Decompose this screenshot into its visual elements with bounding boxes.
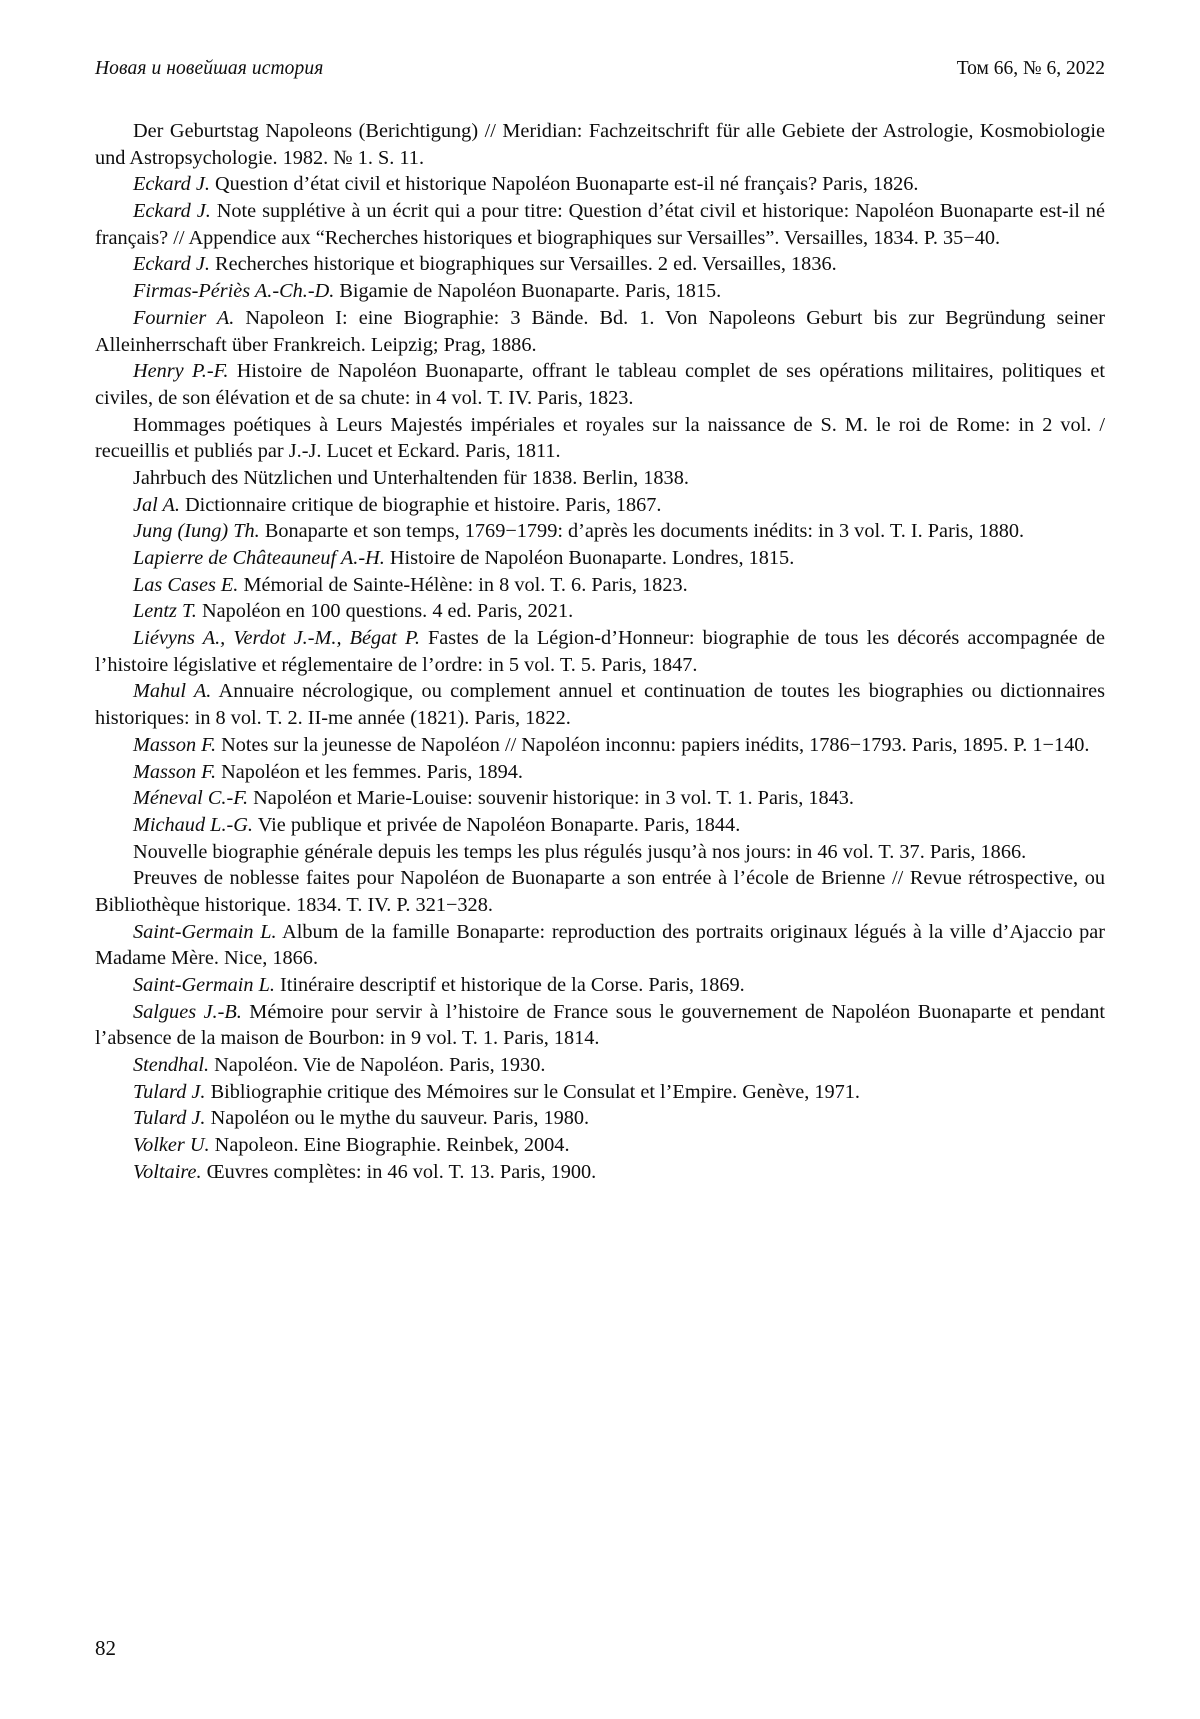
entry-author: Jung (Iung) Th. <box>133 520 260 543</box>
entry-author: Tulard J. <box>133 1080 206 1103</box>
bibliography-entry <box>95 518 1105 545</box>
bibliography-entry <box>95 492 1105 519</box>
bibliography-entry <box>95 171 1105 198</box>
running-head <box>95 58 1105 80</box>
entry-author: Liévyns A., Verdot J.-M., Bégat P. <box>133 627 420 650</box>
entry-text: Napoléon et Marie-Louise: souvenir historique: in 3 vol. T. 1. Paris, 1843. <box>248 787 854 810</box>
bibliography-entry <box>95 1105 1105 1132</box>
entry-text: Napoléon ou le mythe du sauveur. Paris, 1980. <box>205 1107 590 1130</box>
entry-author: Mahul A. <box>133 680 212 703</box>
bibliography-entry <box>95 572 1105 599</box>
bibliography-entry <box>95 865 1105 918</box>
entry-text: Preuves de noblesse faites pour Napoléon de Buonaparte a son entrée à l’école de Brienne // Revue rétrospective, ou Bibliothèque historique. 1834. T. IV. P. 321−328. <box>95 867 1105 916</box>
entry-author: Saint-Germain L. <box>133 920 277 943</box>
entry-author: Firmas-Périès A.-Ch.-D. <box>133 280 335 303</box>
bibliography-entry <box>95 732 1105 759</box>
entry-text: Annuaire nécrologique, ou complement annuel et continuation de toutes les biographies ou dictionnaires historiques: in 8 vol. T. 2. II-me année (1821). Paris, 1822. <box>95 680 1105 730</box>
entry-author: Eckard J. <box>133 173 210 196</box>
bibliography-entry <box>95 358 1105 411</box>
bibliography-entry <box>95 1159 1105 1186</box>
entry-text: Recherches historique et biographiques sur Versailles. 2 ed. Versailles, 1836. <box>209 253 837 276</box>
entry-text: Jahrbuch des Nützlichen und Unterhaltenden für 1838. Berlin, 1838. <box>133 466 689 489</box>
issue-info: Том 66, № 6, 2022 <box>956 58 1105 79</box>
journal-title: Новая и новейшая история <box>95 58 324 79</box>
page-number: 82 <box>95 1636 116 1660</box>
entry-author: Volker U. <box>133 1134 210 1157</box>
entry-text: Hommages poétiques à Leurs Majestés impériales et royales sur la naissance de S. M. le roi de Rome: in 2 vol. / recueillis et publiés par J.-J. Lucet et Eckard. Paris, 1811. <box>95 413 1105 463</box>
entry-author: Fournier A. <box>133 306 235 329</box>
entry-text: Napoléon en 100 questions. 4 ed. Paris, 2021. <box>196 600 574 623</box>
entry-text: Histoire de Napoléon Buonaparte. Londres, 1815. <box>384 547 795 569</box>
bibliography-entry <box>95 999 1105 1052</box>
bibliography-entry <box>95 785 1105 812</box>
entry-text: Napoléon et les femmes. Paris, 1894. <box>216 760 523 783</box>
entry-author: Henry P.-F. <box>133 360 229 383</box>
entry-author: Tulard J. <box>133 1107 206 1130</box>
entry-author: Michaud L.-G. <box>133 813 253 836</box>
bibliography-entry <box>95 812 1105 839</box>
entry-text: Bonaparte et son temps, 1769−1799: d’après les documents inédits: in 3 vol. T. I. Paris, 1880. <box>259 520 1025 543</box>
entry-text: Der Geburtstag Napoleons (Berichtigung) // Meridian: Fachzeitschrift für alle Gebiete der Astrologie, Kosmobiologie und Astropsychologie. 1982. № 1. S. 11. <box>95 120 1105 169</box>
entry-text: Vie publique et privée de Napoléon Bonaparte. Paris, 1844. <box>252 813 741 836</box>
bibliography-entry <box>95 412 1105 465</box>
entry-text: Mémoire pour servir à l’histoire de France sous le gouvernement de Napoléon Buonaparte et pendant l’absence de la maison de Bourbon: in 9 vol. T. 1. Paris, 1814. <box>95 1000 1105 1050</box>
bibliography-list <box>95 118 1105 1186</box>
entry-author: Eckard J. <box>133 200 211 223</box>
entry-author: Lentz T. <box>133 600 197 623</box>
bibliography-entry <box>95 465 1105 492</box>
entry-author: Masson F. <box>133 733 217 756</box>
bibliography-entry <box>95 972 1105 999</box>
entry-text: Nouvelle biographie générale depuis les temps les plus régulés jusqu’à nos jours: in 46 vol. T. 37. Paris, 1866. <box>133 840 1027 863</box>
entry-author: Stendhal. <box>133 1054 210 1077</box>
entry-text: Mémorial de Sainte-Hélène: in 8 vol. T. 6. Paris, 1823. <box>238 573 688 596</box>
entry-author: Eckard J. <box>133 253 210 276</box>
entry-author: Salgues J.-B. <box>133 1000 242 1023</box>
entry-author: Méneval C.-F. <box>133 787 249 810</box>
entry-text: Œuvres complètes: in 46 vol. T. 13. Paris, 1900. <box>201 1160 597 1183</box>
bibliography-entry <box>95 598 1105 625</box>
entry-text: Question d’état civil et historique Napoléon Buonaparte est-il né français? Paris, 1826. <box>209 173 919 196</box>
entry-text: Bigamie de Napoléon Buonaparte. Paris, 1815. <box>334 280 722 303</box>
bibliography-entry <box>95 305 1105 358</box>
entry-author: Saint-Germain L. <box>133 974 275 996</box>
entry-text: Napoléon. Vie de Napoléon. Paris, 1930. <box>209 1054 546 1077</box>
bibliography-entry <box>95 919 1105 972</box>
entry-text: Itinéraire descriptif et historique de la Corse. Paris, 1869. <box>274 974 745 996</box>
entry-text: Napoleon I: eine Biographie: 3 Bände. Bd. 1. Von Napoleons Geburt bis zur Begründung seiner Alleinherrschaft über Frankreich. Leipzig; Prag, 1886. <box>95 306 1105 356</box>
bibliography-entry <box>95 198 1105 251</box>
entry-text: Napoleon. Eine Biographie. Reinbek, 2004. <box>209 1134 570 1157</box>
entry-author: Voltaire. <box>133 1160 202 1183</box>
bibliography-entry <box>95 1132 1105 1159</box>
bibliography-entry <box>95 251 1105 278</box>
bibliography-entry <box>95 118 1105 171</box>
bibliography-entry <box>95 678 1105 731</box>
bibliography-entry <box>95 759 1105 786</box>
entry-text: Album de la famille Bonaparte: reproduction des portraits originaux légués à la ville d’Ajaccio par Madame Mère. Nice, 1866. <box>95 920 1105 970</box>
bibliography-entry <box>95 625 1105 678</box>
entry-author: Jal A. <box>133 493 180 516</box>
entry-author: Masson F. <box>133 760 217 783</box>
entry-text: Note supplétive à un écrit qui a pour titre: Question d’état civil et historique: Napoléon Buonaparte est-il né français? // Appendice aux “Recherches historiques et biographiques sur Versailles”. Versailles, 1834. P. 35−40. <box>95 200 1105 249</box>
bibliography-entry <box>95 1079 1105 1106</box>
bibliography-entry <box>95 839 1105 866</box>
entry-text: Fastes de la Légion-d’Honneur: biographie de tous les décorés accompagnée de l’histoire législative et réglementaire de l’ordre: in 5 vol. T. 5. Paris, 1847. <box>95 627 1105 676</box>
entry-text: Bibliographie critique des Mémoires sur le Consulat et l’Empire. Genève, 1971. <box>205 1080 860 1103</box>
bibliography-entry <box>95 278 1105 305</box>
bibliography-entry <box>95 545 1105 572</box>
entry-author: Lapierre de Châteauneuf A.-H. <box>133 547 385 569</box>
entry-text: Notes sur la jeunesse de Napoléon // Napoléon inconnu: papiers inédits, 1786−1793. Paris, 1895. P. 1−140. <box>216 733 1090 756</box>
entry-text: Histoire de Napoléon Buonaparte, offrant le tableau complet de ses opérations militaires, politiques et civiles, de son élévation et de sa chute: in 4 vol. T. IV. Paris, 1823. <box>95 360 1105 409</box>
bibliography-entry <box>95 1052 1105 1079</box>
entry-text: Dictionnaire critique de biographie et histoire. Paris, 1867. <box>179 493 662 516</box>
entry-author: Las Cases E. <box>133 573 239 596</box>
